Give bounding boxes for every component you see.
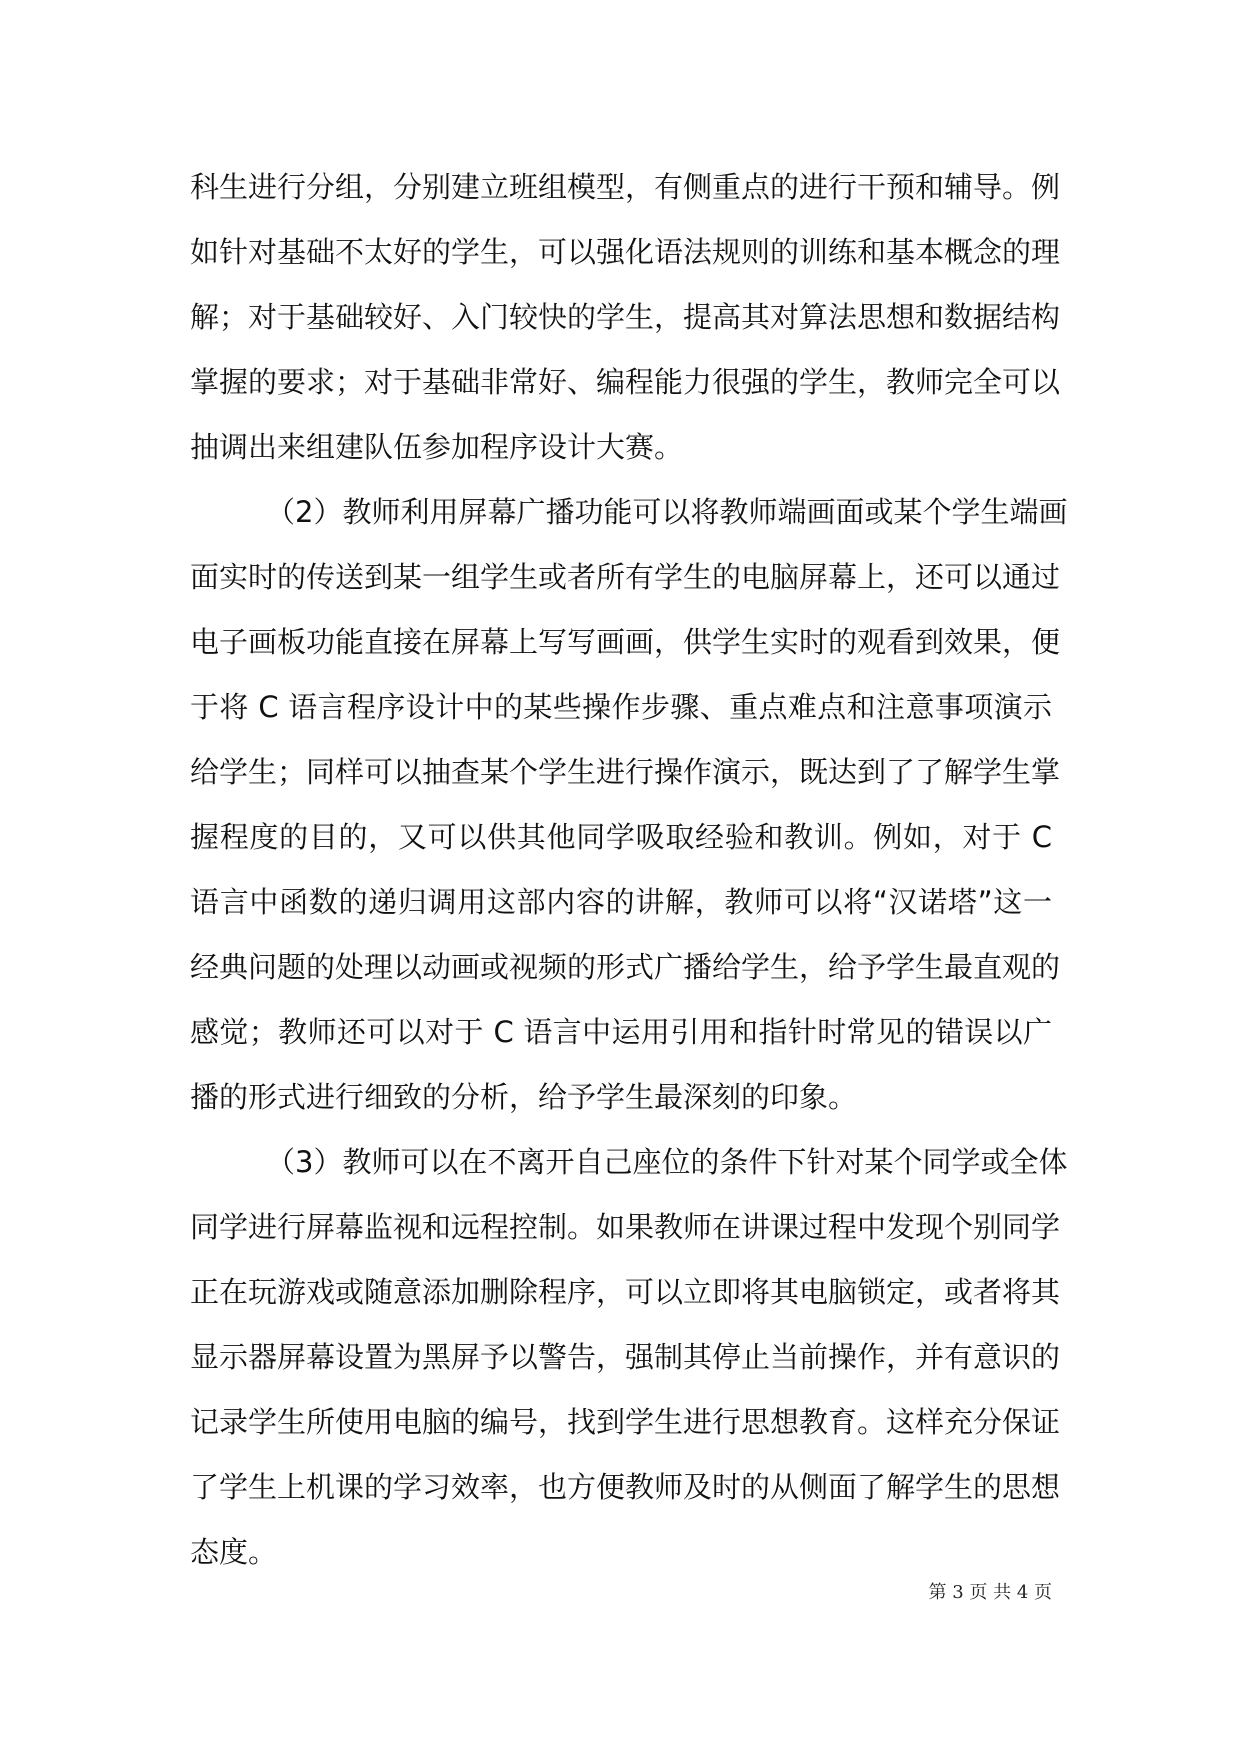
text-line: 记录学生所使用电脑的编号，找到学生进行思想教育。这样充分保证 [190, 1405, 1061, 1439]
text-line: 经典问题的处理以动画或视频的形式广播给学生，给予学生最直观的 [190, 950, 1061, 984]
text-line: 给学生；同样可以抽查某个学生进行操作演示，既达到了了解学生掌 [190, 755, 1061, 789]
text-line: 态度。 [190, 1535, 278, 1569]
text-line: 电子画板功能直接在屏幕上写写画画，供学生实时的观看到效果，便 [190, 625, 1061, 659]
text-line: 如针对基础不太好的学生，可以强化语法规则的训练和基本概念的理 [190, 235, 1061, 269]
page-number: 第 3 页 共 4 页 [928, 1582, 1052, 1603]
paragraph-grouping [190, 155, 1061, 480]
text-line: 面实时的传送到某一组学生或者所有学生的电脑屏幕上，还可以通过 [190, 560, 1061, 594]
text-line: 解；对于基础较好、入门较快的学生，提高其对算法思想和数据结构 [190, 300, 1061, 334]
body-text [190, 155, 1068, 1585]
text-line: 于将 C 语言程序设计中的某些操作步骤、重点难点和注意事项演示 [190, 690, 1052, 724]
text-line: 抽调出来组建队伍参加程序设计大赛。 [190, 430, 684, 464]
paragraph-screen-monitoring [190, 1130, 1068, 1585]
text-line: 同学进行屏幕监视和远程控制。如果教师在讲课过程中发现个别同学 [190, 1210, 1061, 1244]
text-line: 了学生上机课的学习效率，也方便教师及时的从侧面了解学生的思想 [190, 1470, 1061, 1504]
text-line: 科生进行分组，分别建立班组模型，有侧重点的进行干预和辅导。例 [190, 170, 1061, 204]
text-line: 掌握的要求；对于基础非常好、编程能力很强的学生，教师完全可以 [190, 365, 1061, 399]
text-line: 正在玩游戏或随意添加删除程序，可以立即将其电脑锁定，或者将其 [190, 1275, 1061, 1309]
paragraph-screen-broadcast [190, 480, 1068, 1130]
text-line: （2）教师利用屏幕广播功能可以将教师端画面或某个学生端画 [266, 495, 1068, 529]
text-line: 播的形式进行细致的分析，给予学生最深刻的印象。 [190, 1080, 858, 1114]
text-line: 显示器屏幕设置为黑屏予以警告，强制其停止当前操作，并有意识的 [190, 1340, 1061, 1374]
text-line: 语言中函数的递归调用这部内容的讲解，教师可以将“汉诺塔”这一 [190, 885, 1052, 919]
text-line: 感觉；教师还可以对于 C 语言中运用引用和指针时常见的错误以广 [190, 1015, 1052, 1049]
text-line: 握程度的目的，又可以供其他同学吸取经验和教训。例如，对于 C [190, 820, 1052, 854]
text-line: （3）教师可以在不离开自己座位的条件下针对某个同学或全体 [266, 1145, 1068, 1179]
